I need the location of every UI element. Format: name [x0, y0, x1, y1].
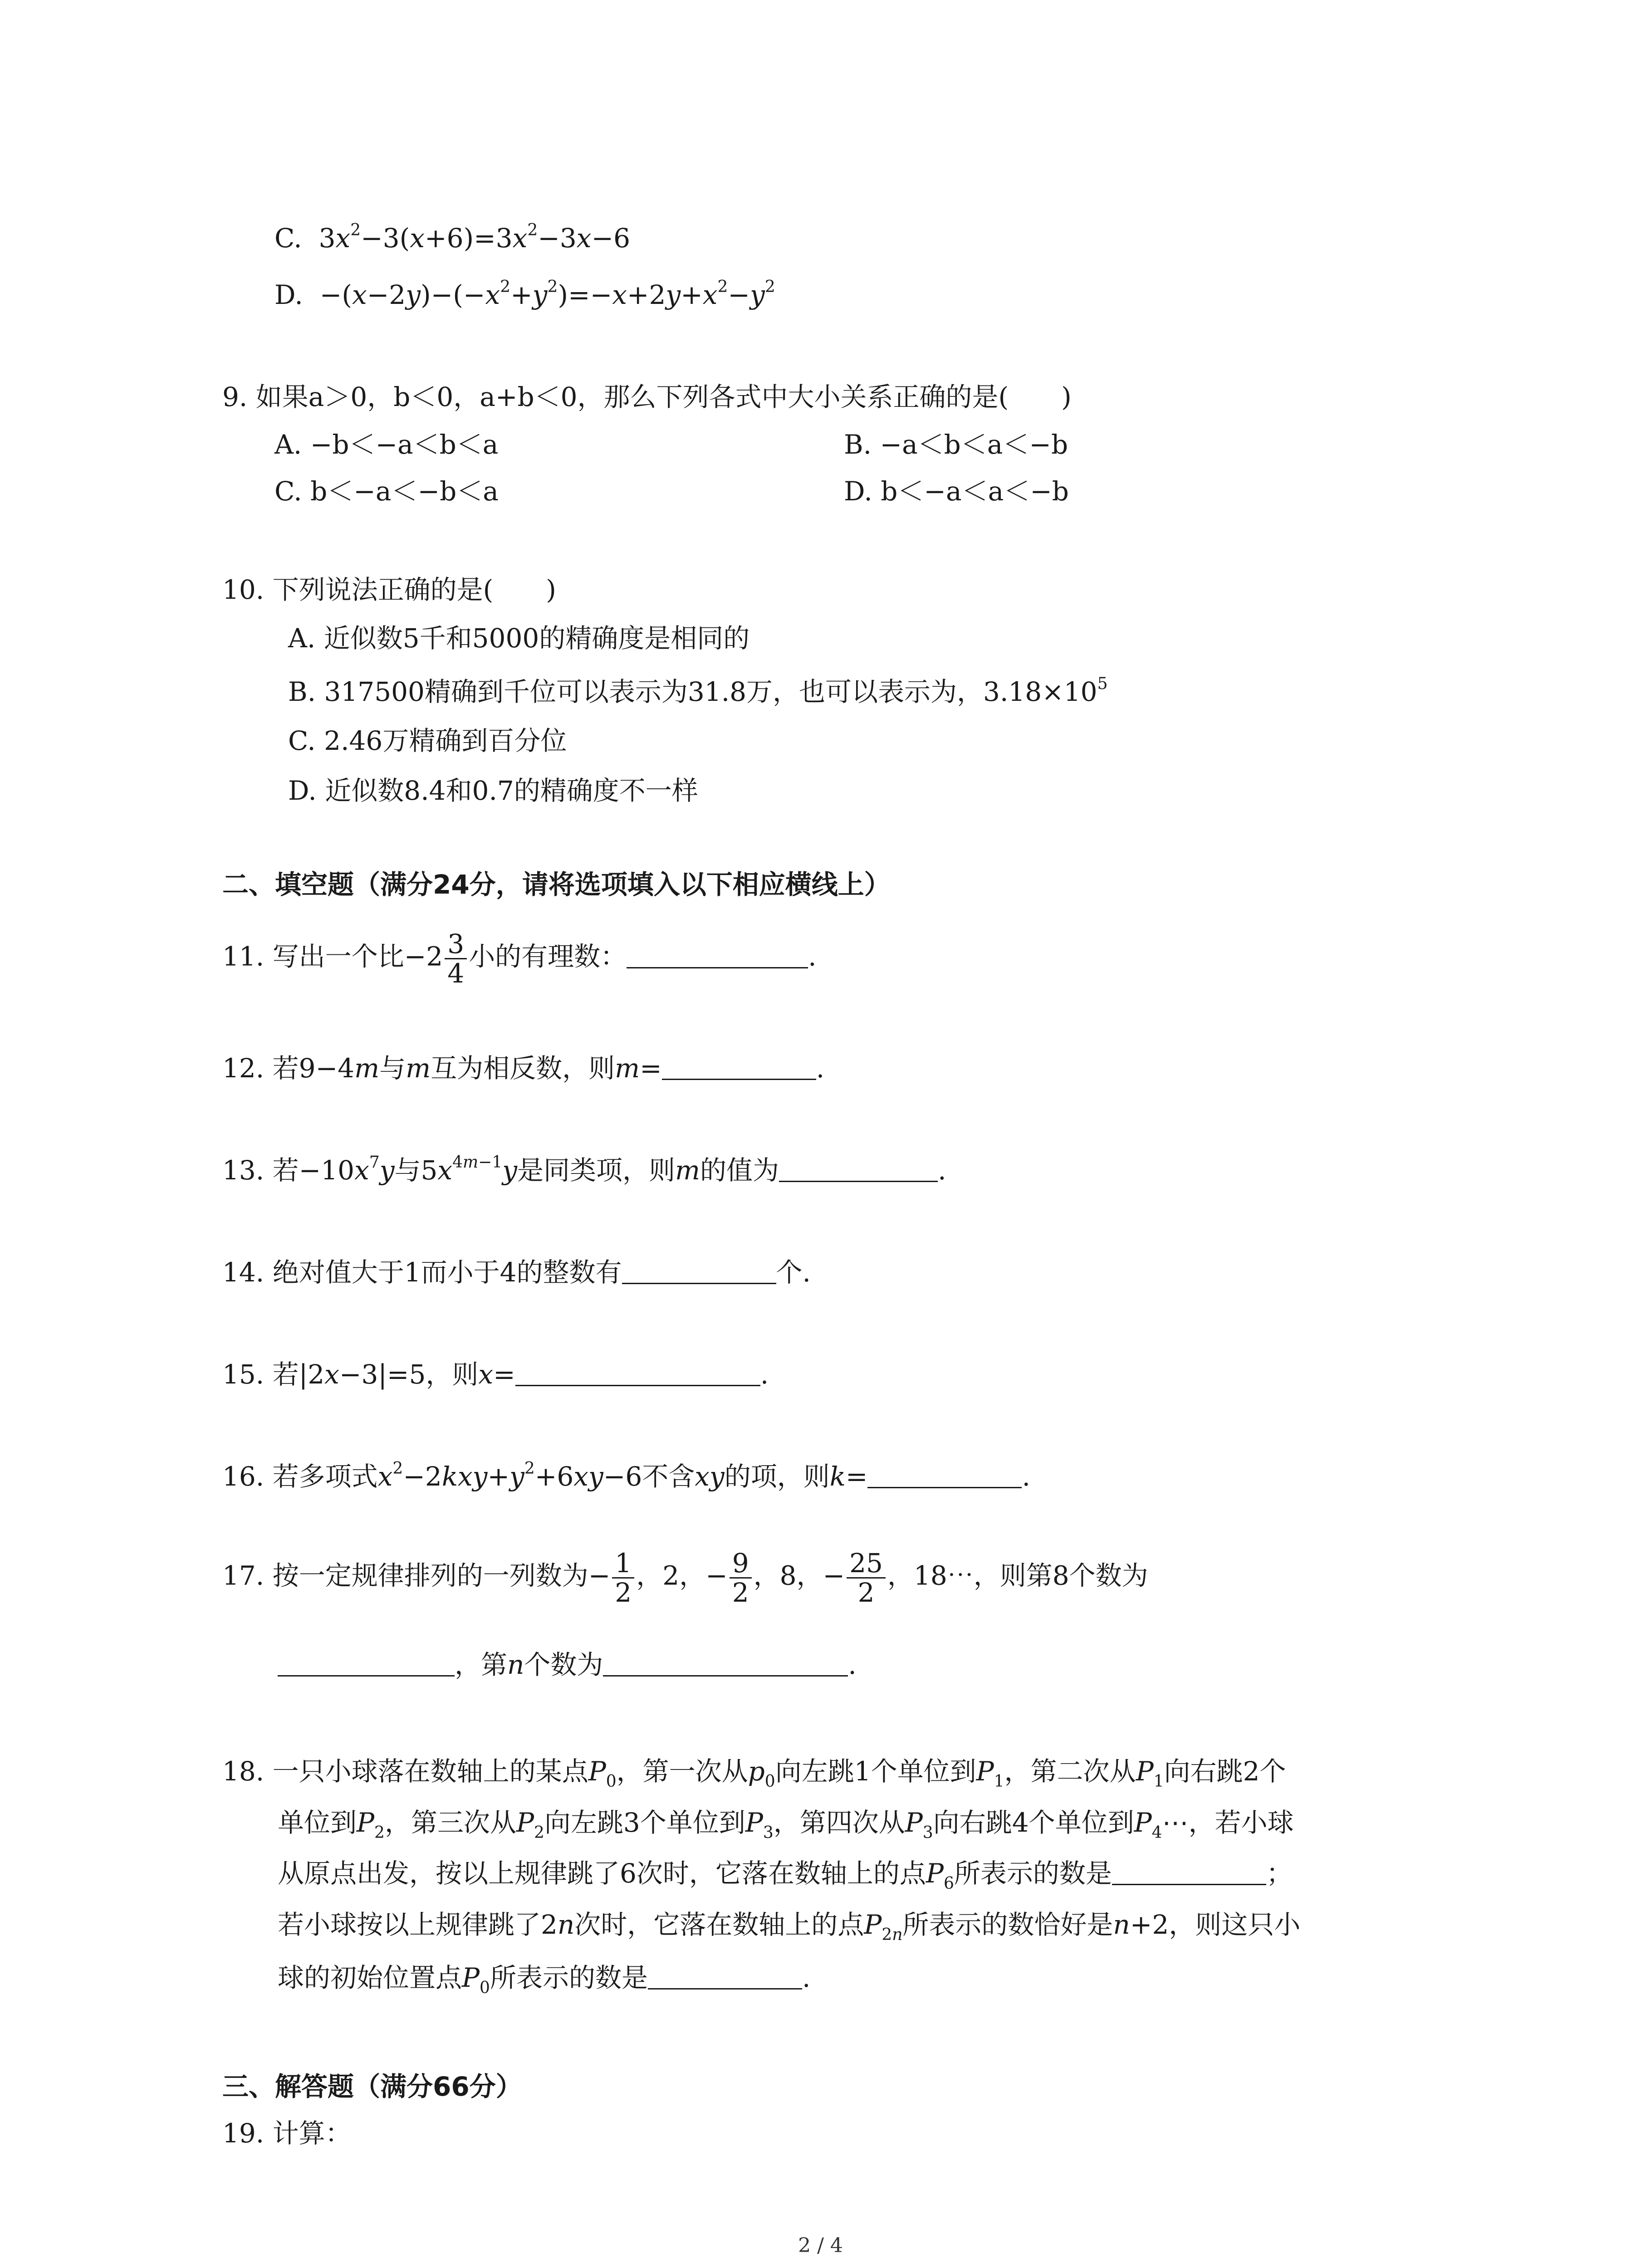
q10-option-d: D. 近似数8.4和0.7的精确度不一样 — [288, 775, 698, 806]
fraction: $\frac{9}{2}$ — [730, 1549, 752, 1607]
q9-stem: 9. 如果a＞0，b＜0，a+b＜0，那么下列各式中大小关系正确的是( ) — [222, 381, 1072, 412]
q19: 19. 计算： — [222, 2118, 352, 2149]
q18-line5: 球的初始位置点$P_0$所表示的数是 . — [278, 1962, 811, 1997]
q9-option-d: D. b＜−a＜a＜−b — [844, 476, 1069, 507]
q10-option-b: B. 317500精确到千位可以表示为31.8万，也可以表示为，$3.18\times 10^5$ — [288, 675, 1108, 707]
fraction: $\frac{3}{4}$ — [445, 930, 467, 987]
answer-blank[interactable] — [648, 1965, 802, 1989]
q13: 13. 若$-10x^7y$与$5x^{4m-1}y$是同类项，则m的值为 . — [222, 1153, 946, 1186]
q14: 14. 绝对值大于1而小于4的整数有 个. — [222, 1257, 811, 1288]
q17-line2: ，第n个数为 . — [278, 1649, 857, 1681]
q9-option-b: B. −a＜b＜a＜−b — [844, 429, 1068, 460]
fraction: $\frac{1}{2}$ — [612, 1549, 634, 1607]
q8-option-d: D. $-(x-2y)-(-x^2+y^2)=-x+2y+x^2-y^2$ — [274, 278, 775, 310]
answer-blank[interactable] — [1112, 1860, 1266, 1885]
answer-blank[interactable] — [622, 1259, 776, 1284]
q10-stem: 10. 下列说法正确的是( ) — [222, 574, 556, 605]
q10-option-a: A. 近似数5千和5000的精确度是相同的 — [288, 623, 750, 654]
q9-option-a: A. −b＜−a＜b＜a — [274, 429, 499, 460]
q12: 12. 若9−4m与m互为相反数，则m= . — [222, 1053, 825, 1084]
answer-blank[interactable] — [603, 1652, 848, 1677]
q9-option-c: C. b＜−a＜−b＜a — [274, 476, 499, 507]
q8-option-c: C. $3x^2-3(x+6)=3x^2-3x-6$ — [274, 221, 630, 254]
fraction: $\frac{25}{2}$ — [847, 1549, 886, 1607]
q18-line4: 若小球按以上规律跳了2n次时，它落在数轴上的点$P_{2n}$所表示的数恰好是n+2，则这只小 — [278, 1909, 1301, 1944]
section-fill-in-title: 二、填空题（满分24分，请将选项填入以下相应横线上） — [222, 869, 891, 900]
section-solution-title: 三、解答题（满分66分） — [222, 2071, 522, 2102]
q10-option-c: C. 2.46万精确到百分位 — [288, 725, 567, 756]
q18-line1: 18. 一只小球落在数轴上的某点$P_0$，第一次从$p_0$向左跳1个单位到$P_1$，第二次从$P_1$向右跳2个 — [222, 1756, 1286, 1791]
answer-blank[interactable] — [779, 1157, 938, 1182]
q16: 16. 若多项式$x^2-2kxy+y^2+6xy-6$不含xy的项，则k= . — [222, 1459, 1030, 1492]
q15: 15. 若|2x−3|=5，则x= . — [222, 1359, 769, 1390]
q17-line1: 17. 按一定规律排列的一列数为− $\frac{1}{2}$ ，2，− $\frac{9}{2}$ ，8，− $\frac{25}{2}$ ，18⋯，则第8个数为 — [222, 1548, 1148, 1608]
answer-blank[interactable] — [515, 1361, 760, 1386]
answer-blank[interactable] — [867, 1463, 1022, 1488]
q11: 11. 写出一个比−2 $\frac{3}{4}$ 小的有理数： . — [222, 929, 817, 989]
q18-line2: 单位到$P_2$，第三次从$P_2$向左跳3个单位到$P_3$，第四次从$P_3$向右跳4个单位到$P_4\cdots$，若小球 — [278, 1807, 1294, 1842]
q18-line3: 从原点出发，按以上规律跳了6次时，它落在数轴上的点$P_6$所表示的数是 ； — [278, 1858, 1293, 1893]
answer-blank[interactable] — [278, 1652, 455, 1677]
answer-blank[interactable] — [627, 943, 808, 968]
page-number: 2 / 4 — [798, 2234, 843, 2257]
answer-blank[interactable] — [662, 1055, 816, 1080]
